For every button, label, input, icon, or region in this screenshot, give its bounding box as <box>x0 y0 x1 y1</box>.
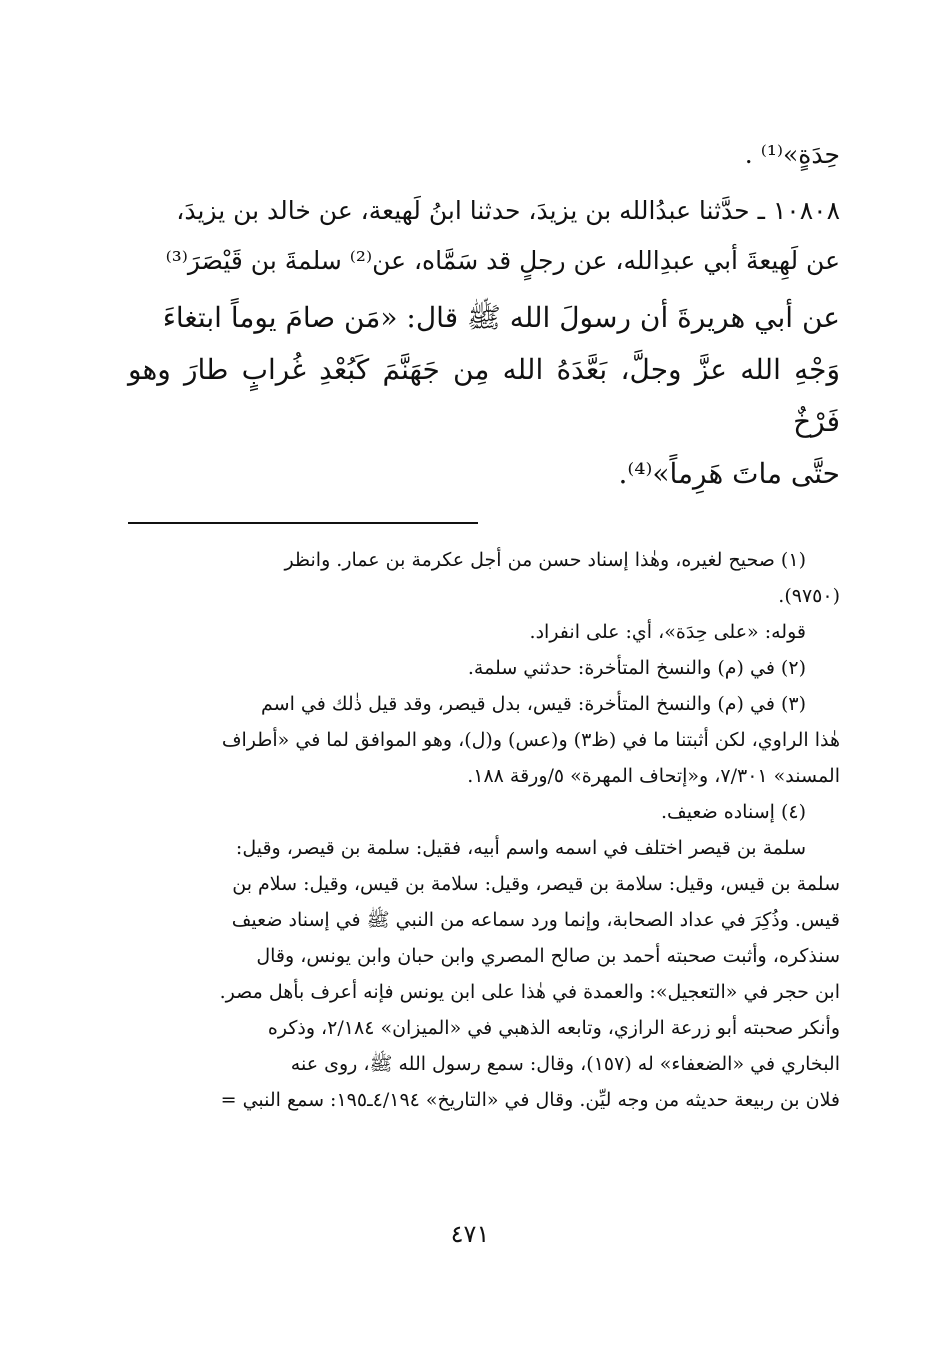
footnote-line: البخاري في «الضعفاء» له (١٥٧)، وقال: سمع رسول الله ﷺ، روى عنه <box>290 1053 840 1075</box>
footnotes <box>128 542 840 1118</box>
footnote-line: (٣) في (م) والنسخ المتأخرة: قيس، بدل قيصر، وقد قيل ذٰلك في اسم <box>261 693 806 715</box>
page-body <box>128 130 840 1118</box>
footnote-line: (٤) إسناده ضعيف. <box>660 801 806 823</box>
text-line: ١٠٨٠٨ ـ حدَّثنا عبدُالله بن يزيدَ، حدثنا ابنُ لَهيعة، عن خالد بن يزيدَ، <box>176 196 840 225</box>
page-number: ٤٧١ <box>450 1220 490 1248</box>
footnote-line: سلمة بن قيس، وقيل: سلامة بن قيصر، وقيل: سلامة بن قيس، وقيل: سلام بن <box>232 873 840 895</box>
footnote-line: هٰذا الراوي، لكن أثبتنا ما في (ظ٣) و(عس) و(ل)، وهو الموافق لما في «أطراف <box>221 729 840 751</box>
footnote-line: سنذكره، وأثبت صحبته أحمد بن صالح المصري وابن حبان وابن يونس، وقال <box>256 945 840 967</box>
footnote-line: سلمة بن قيصر اختلف في اسمه واسم أبيه، فقيل: سلمة بن قيصر، وقيل: <box>235 837 806 859</box>
footnote-separator-wrap <box>128 500 840 542</box>
text-line: حتَّى ماتَ هَرِماً»⁽⁴⁾. <box>618 457 840 490</box>
footnote-line: المسند» ٧/٣٠١، و«إتحاف المهرة» ٥/ورقة ١٨٨. <box>467 765 840 787</box>
text-line: عن لَهِيعةَ أبي عبدِالله، عن رجلٍ قد سَمَّاه، عن⁽²⁾ سلمةَ بن قَيْصَرَ⁽³⁾ <box>165 246 840 275</box>
footnote-separator <box>128 522 478 524</box>
footnote-line: قوله: «على حِدَة»، أي: على انفراد. <box>529 621 806 643</box>
footnote-line: (١) صحيح لغيره، وهٰذا إسناد حسن من أجل عكرمة بن عمار. وانظر <box>284 549 806 571</box>
footnote-line: قيس. وذُكِرَ في عداد الصحابة، وإنما ورد سماعه من النبي ﷺ في إسناد ضعيف <box>231 909 840 931</box>
hadith-matn <box>128 292 840 500</box>
footnote-line: وأنكر صحبته أبو زرعة الرازي، وتابعه الذهبي في «الميزان» ٢/١٨٤، وذكره <box>267 1017 840 1039</box>
hadith-block <box>128 186 840 286</box>
footnote-line: (٢) في (م) والنسخ المتأخرة: حدثني سلمة. <box>467 657 806 679</box>
text-line: وَجْهِ الله عزَّ وجلَّ، بَعَّدَهُ الله مِن جَهَنَّمَ كَبُعْدِ غُرابٍ طارَ وهو فَرْخٌ <box>128 353 840 438</box>
text-line: عن أبي هريرةَ أن رسولَ الله ﷺ قال: «مَن صامَ يوماً ابتغاءَ <box>162 301 840 334</box>
footnote-line: ابن حجر في «التعجيل»: والعمدة في هٰذا على ابن يونس فإنه أعرف بأهل مصر. <box>219 981 840 1003</box>
text-line: حِدَةٍ»⁽¹⁾ . <box>744 140 840 169</box>
footnote-line: فلان بن ربيعة حديثه من وجه ليِّن. وقال في «التاريخ» ٤/١٩٤ـ١٩٥: سمع النبي = <box>220 1089 840 1111</box>
footnote-line: (٩٧٥٠). <box>778 585 840 607</box>
